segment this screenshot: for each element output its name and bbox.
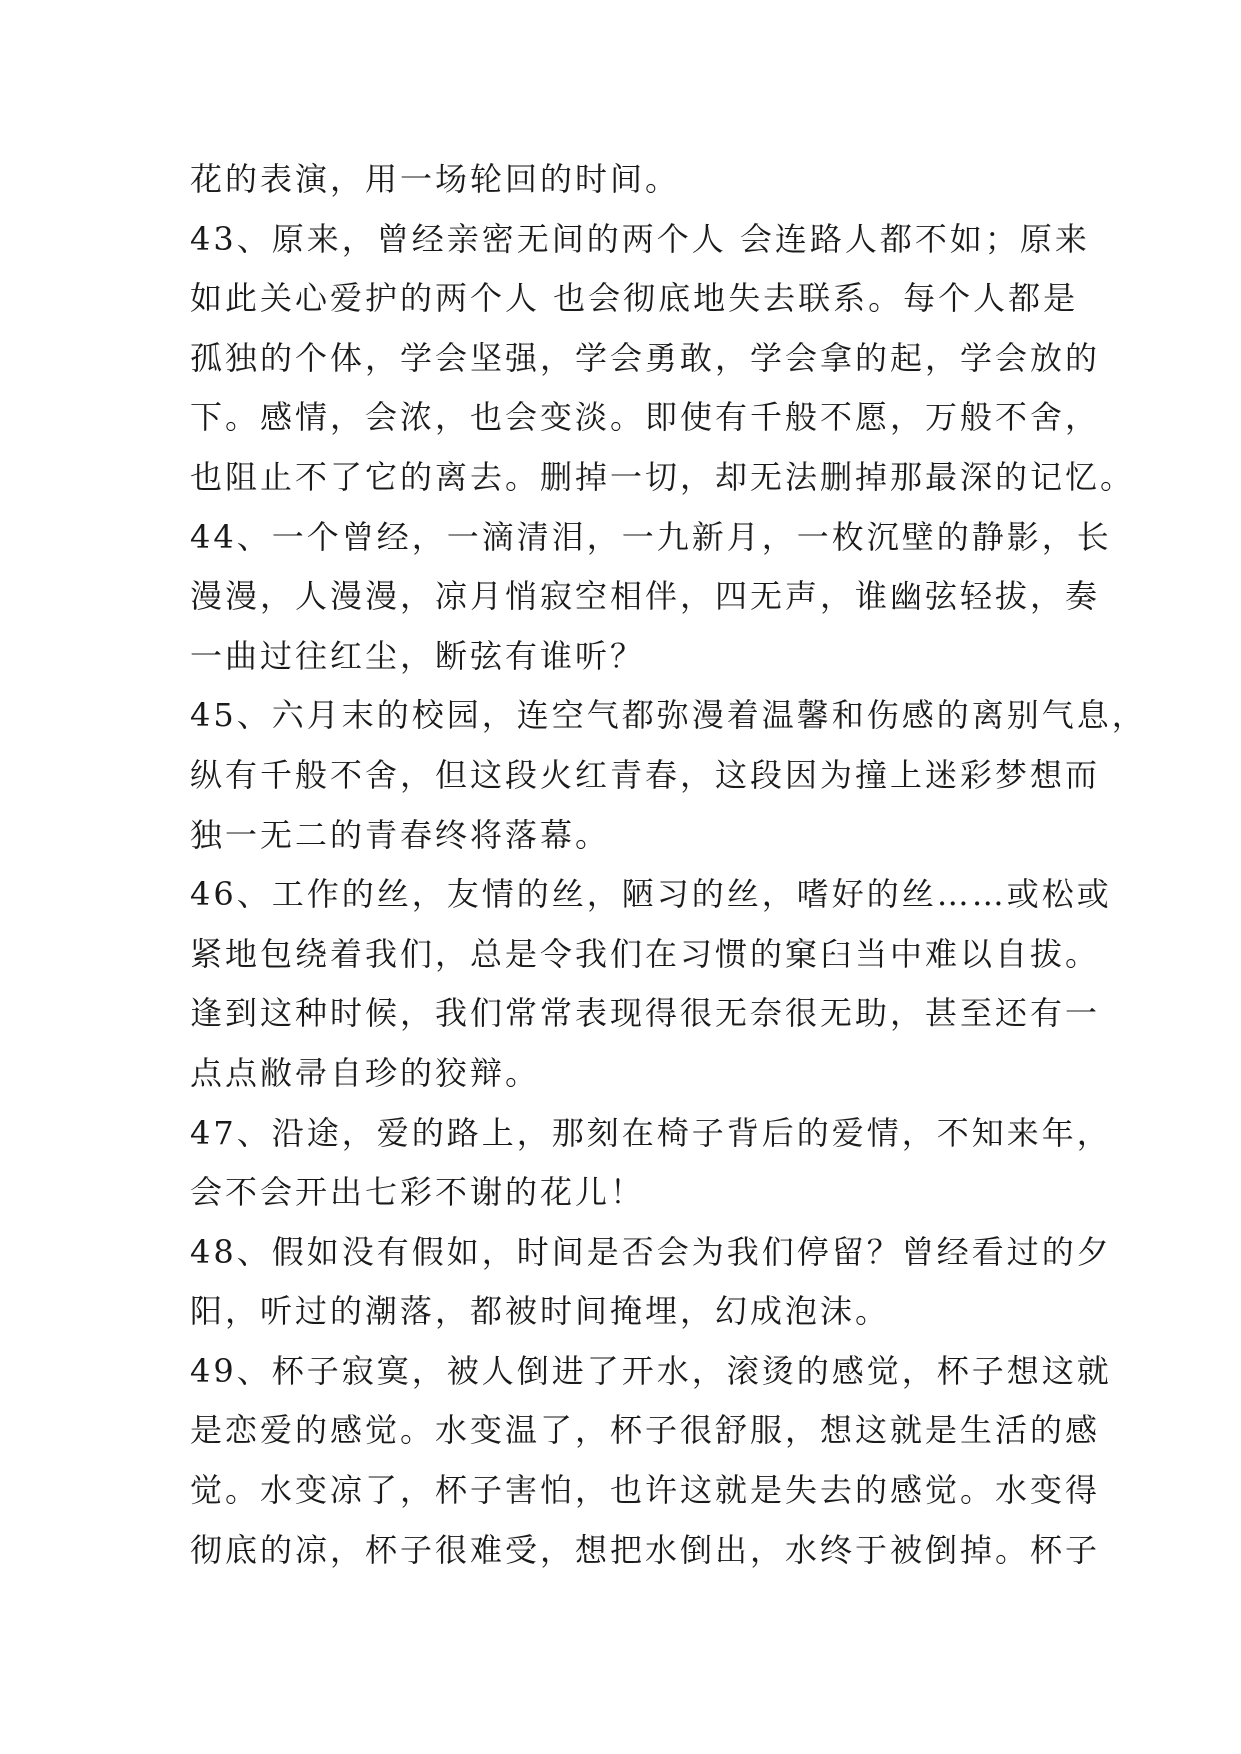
text-line: 花的表演，用一场轮回的时间。 [190,160,681,198]
text-line: 47、沿途，爱的路上，那刻在椅子背后的爱情，不知来年， [190,1113,1112,1152]
text-line: 彻底的凉，杯子很难受，想把水倒出，水终于被倒掉。杯子 [190,1530,1101,1569]
text-line: 纵有千般不舍，但这段火红青春，这段因为撞上迷彩梦想而 [190,755,1101,794]
text-line: 紧地包绕着我们，总是令我们在习惯的窠臼当中难以自拔。 [190,934,1101,973]
text-line: 觉。水变凉了，杯子害怕，也许这就是失去的感觉。水变得 [190,1471,1101,1510]
text-line: 漫漫，人漫漫，凉月悄寂空相伴，四无声，谁幽弦轻拔，奏 [190,577,1101,616]
text-line: 是恋爱的感觉。水变温了，杯子很舒服，想这就是生活的感 [190,1411,1101,1450]
text-line: 也阻止不了它的离去。删掉一切，却无法删掉那最深的记忆。 [190,457,1136,496]
text-line: 独一无二的青春终将落幕。 [190,815,611,854]
text-line: 45、六月末的校园，连空气都弥漫着温馨和伤感的离别气息， [190,696,1147,735]
text-line: 下。感情，会浓，也会变淡。即使有千般不愿，万般不舍， [190,398,1101,437]
text-line: 会不会开出七彩不谢的花儿！ [190,1173,646,1212]
text-line: 孤独的个体，学会坚强，学会勇敢，学会拿的起，学会放的 [190,338,1101,377]
text-line: 点点敝帚自珍的狡辩。 [190,1053,541,1092]
text-line: 一曲过往红尘，断弦有谁听？ [190,636,646,675]
text-line: 49、杯子寂寞，被人倒进了开水，滚烫的感觉，杯子想这就 [190,1351,1112,1390]
text-line: 48、假如没有假如，时间是否会为我们停留？曾经看过的夕 [190,1232,1112,1271]
text-line: 43、原来，曾经亲密无间的两个人 会连路人都不如；原来 [190,219,1090,258]
text-line: 44、一个曾经，一滴清泪，一九新月，一枚沉壁的静影，长 [190,517,1112,556]
text-line: 如此关心爱护的两个人 也会彻底地失去联系。每个人都是 [190,279,1079,318]
body-text [190,150,1147,1580]
text-line: 阳，听过的潮落，都被时间掩埋，幻成泡沫。 [190,1292,891,1331]
text-line: 46、工作的丝，友情的丝，陋习的丝，嗜好的丝……或松或 [190,875,1112,914]
text-line: 逢到这种时候，我们常常表现得很无奈很无助，甚至还有一 [190,994,1101,1033]
